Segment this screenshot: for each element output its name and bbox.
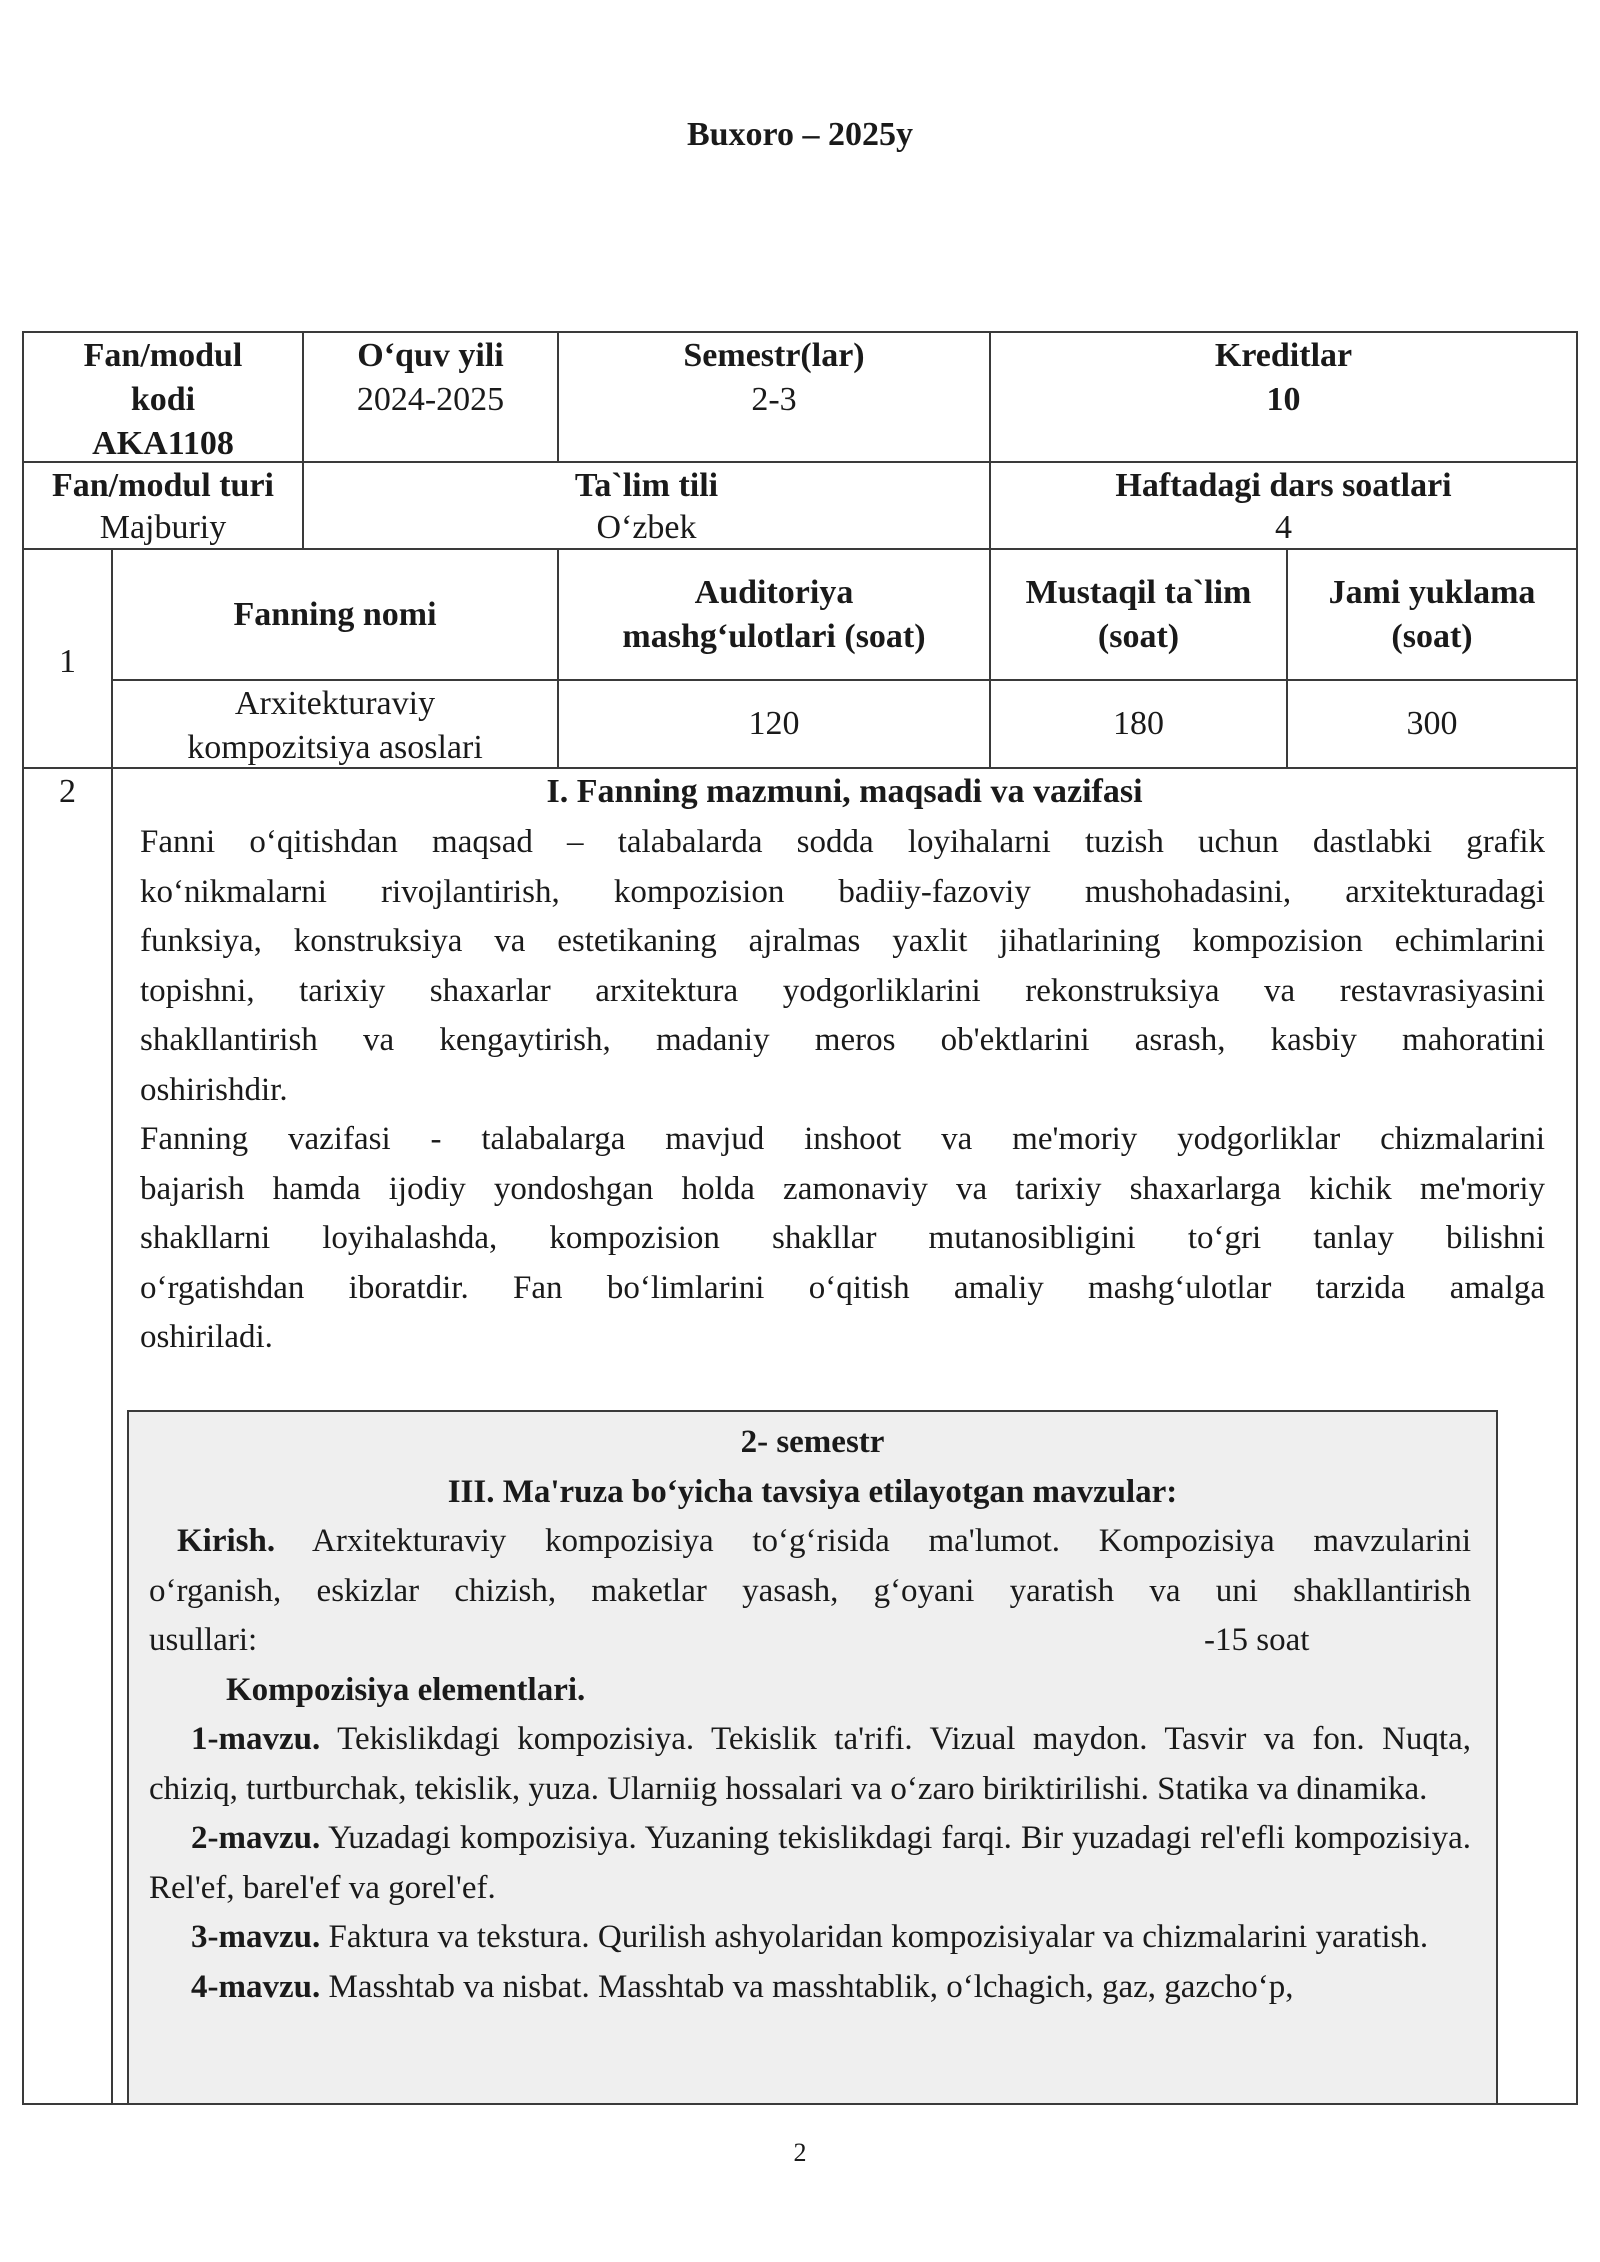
semester-value: 2-3: [751, 381, 797, 418]
academic-year-value: 2024-2025: [356, 381, 505, 418]
intro-label: Kirish.: [177, 1523, 276, 1559]
module-code-value: AKA1108: [92, 425, 234, 462]
credits-label: Kreditlar: [1214, 337, 1353, 374]
aim-paragraph: Fanni o‘qitishdan maqsad – talabalarda sodda loyihalarni tuzish uchun dastlabki grafik ko‘nikmalarni rivojlantirish, kompozision badiiy-fazoviy mushohadasini, arxitekturadagi funksiya, konstruksiya va estetikaning ajralmas yaxlit jihatlarining kompozision echimlarini topishni, tarixiy shaxarlar arxitektura yodgorliklarini rekonstruksiya va restavrasiyasini shakllantirish va kengaytirish, madaniy meros ob'ektlarini asrash, kasbiy mahoratini oshirishdir.: [140, 824, 1545, 1108]
auditorium-hours-label: Auditoriya mashg‘ulotlari (soat): [622, 574, 926, 655]
topic-4: 4-mavzu. Masshtab va nisbat. Masshtab va masshtablik, o‘lchagich, gaz, gazcho‘p,: [191, 1968, 1294, 2005]
topic-2: 2-mavzu. Yuzadagi kompozisiya. Yuzaning tekislikdagi farqi. Bir yuzadagi rel'efli kompozisiya. Rel'ef, barel'ef va gorel'ef.: [149, 1820, 1471, 1906]
topic-3: 3-mavzu. Faktura va tekstura. Qurilish ashyolaridan kompozisiyalar va chizmalarini yaratish.: [191, 1919, 1429, 1955]
subject-name-label: Fanning nomi: [233, 596, 437, 633]
topic-1: 1-mavzu. Tekislikdagi kompozisiya. Tekislik ta'rifi. Vizual maydon. Tasvir va fon. Nuqta, chiziq, turtburchak, tekislik, yuza. Ularniig hossalari va o‘zaro biriktirilishi. Statika va dinamika.: [149, 1721, 1471, 1807]
weekly-hours-value: 4: [1275, 509, 1292, 546]
section-title: I. Fanning mazmuni, maqsadi va vazifasi: [546, 773, 1143, 810]
page-number: 2: [793, 2138, 807, 2167]
self-study-label: Mustaqil ta`lim (soat): [1025, 574, 1252, 655]
total-load-label: Jami yuklama (soat): [1328, 574, 1536, 655]
subject-name-value: Arxitekturaviy kompozitsiya asoslari: [187, 685, 483, 766]
row-number-1: 1: [59, 643, 76, 680]
academic-year-label: O‘quv yili: [357, 337, 504, 374]
language-value: O‘zbek: [596, 509, 697, 546]
lecture-topics-title: III. Ma'ruza bo‘yicha tavsiya etilayotgan mavzular:: [447, 1473, 1178, 1510]
elements-heading: Kompozisiya elementlari.: [226, 1671, 586, 1708]
module-type-label: Fan/modul turi: [52, 467, 274, 504]
row-number-2: 2: [59, 773, 76, 810]
total-load-value: 300: [1406, 705, 1458, 742]
tasks-paragraph: Fanning vazifasi - talabalarga mavjud inshoot va me'moriy yodgorliklar chizmalarini bajarish hamda ijodiy yondoshgan holda zamonaviy va tarixiy shaxarlarga kichik me'moriy shakllarni loyihalashda, kompozision shakllar mutanosibligini to‘gri tanlay bilishni o‘rgatishdan iboratdir. Fan bo‘limlarini o‘qitish amaliy mashg‘ulotlar tarzida amalga oshiriladi.: [140, 1121, 1545, 1355]
module-code-label: Fan/modul kodi: [83, 337, 243, 418]
weekly-hours-label: Haftadagi dars soatlari: [1115, 467, 1452, 504]
auditorium-hours-value: 120: [748, 705, 800, 742]
credits-value: 10: [1266, 381, 1301, 418]
module-type-value: Majburiy: [99, 509, 227, 546]
semester-heading: 2- semestr: [740, 1424, 885, 1460]
intro-paragraph: Kirish. Arxitekturaviy kompozisiya to‘g‘risida ma'lumot. Kompozisiya mavzularini o‘rganish, eskizlar chizish, maketlar yasash, g‘oyani yaratish va uni shakllantirish usullari: -15 soat: [149, 1517, 1471, 1666]
language-label: Ta`lim tili: [574, 467, 719, 504]
self-study-value: 180: [1113, 705, 1164, 742]
semester-label: Semestr(lar): [683, 337, 865, 374]
document-heading: Buxoro – 2025y: [686, 116, 914, 153]
intro-hours: -15 soat: [1204, 1622, 1310, 1658]
lecture-topics-box: [127, 1410, 1498, 2105]
